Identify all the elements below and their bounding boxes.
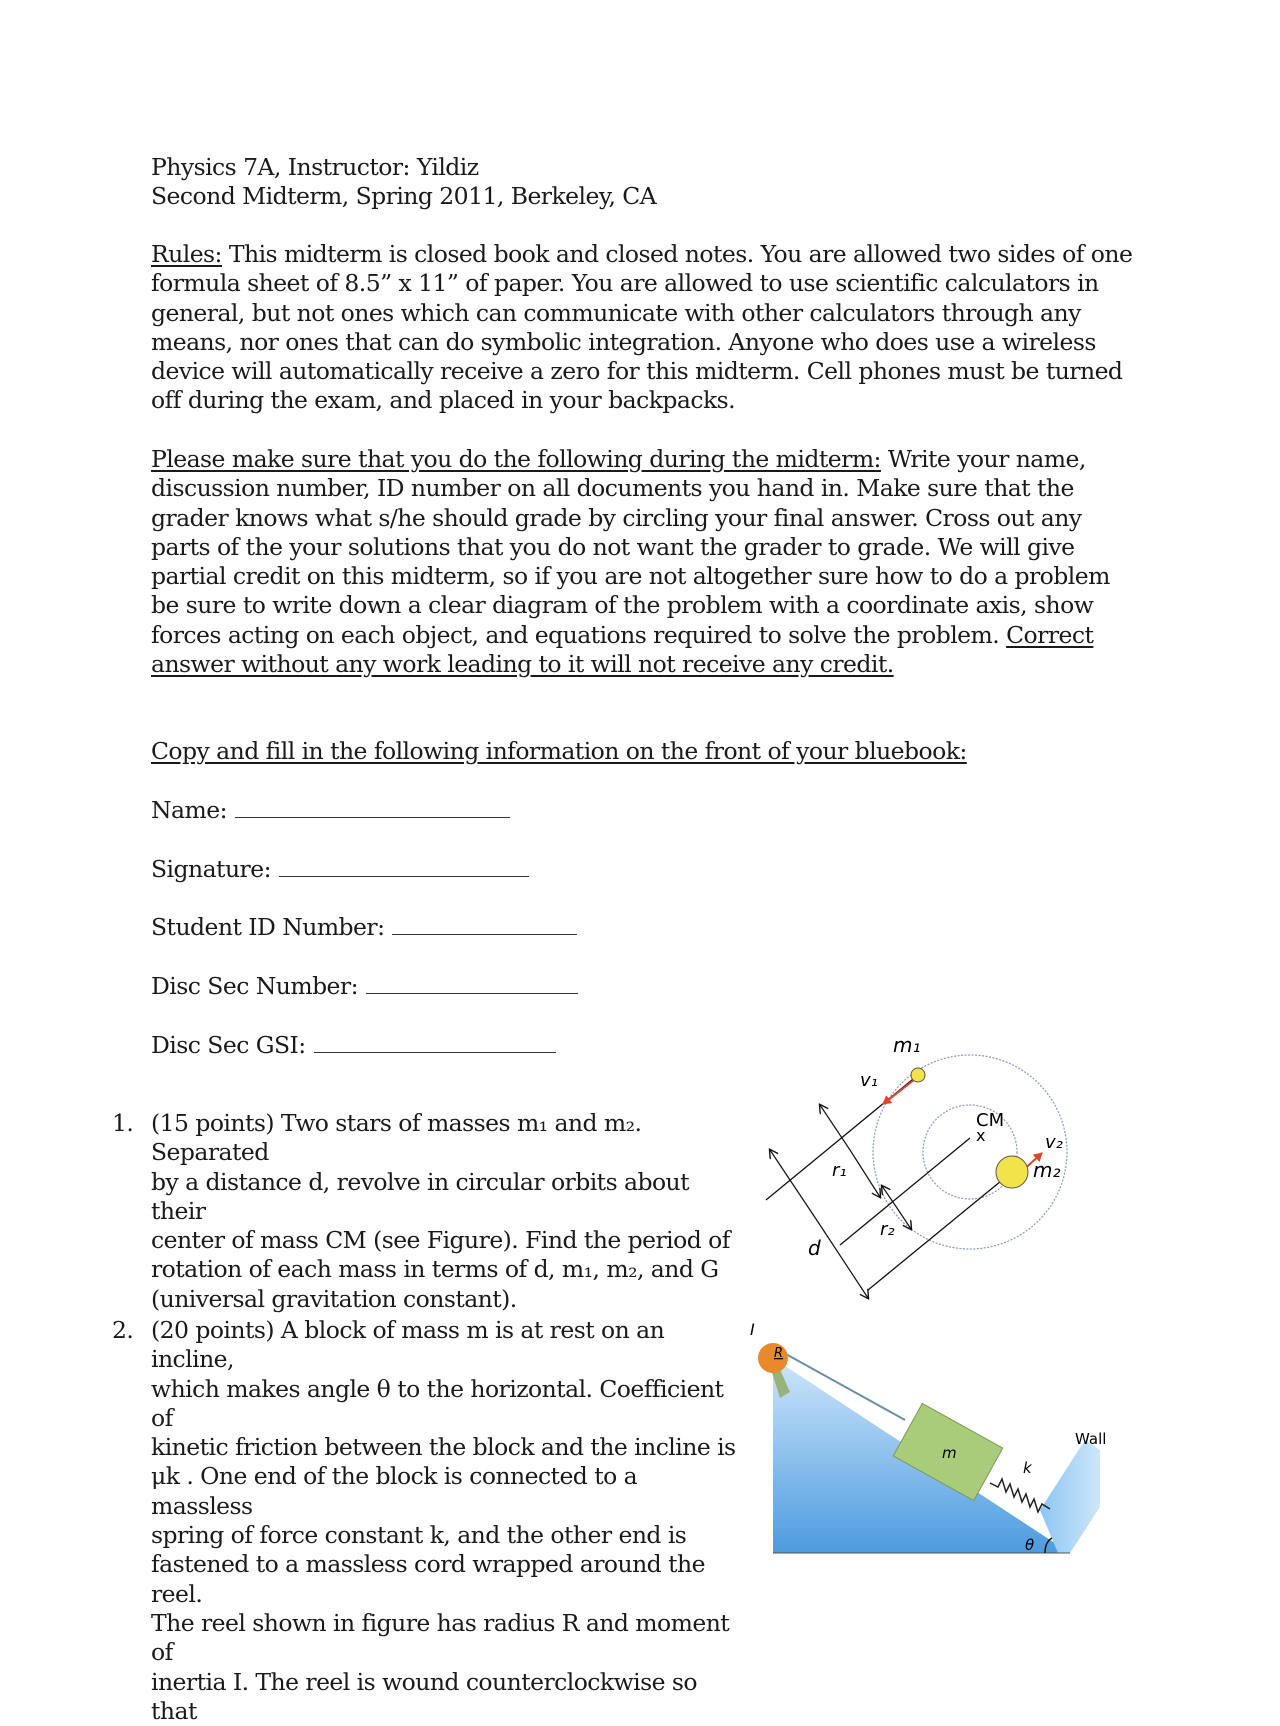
question-2-line: inertia I. The reel is wound counterclockwise so that — [151, 1667, 698, 1725]
question-1-line: (universal gravitation constant). — [151, 1284, 517, 1313]
rules-label: Rules: — [151, 240, 222, 268]
cm-line — [840, 1138, 970, 1245]
question-2-line: kinetic friction between the block and the incline is — [151, 1433, 736, 1462]
question-2-line: The reel shown in figure has radius R and moment of — [151, 1608, 730, 1667]
disc-sec-gsi-blank — [314, 1036, 556, 1053]
rules-paragraph — [151, 240, 1136, 416]
form-heading-text: Copy and fill in the following information on the front of your bluebook: — [151, 737, 967, 765]
question-2-line: which makes angle θ to the horizontal. Coefficient of — [151, 1374, 724, 1432]
reel — [758, 1343, 788, 1373]
label-wall: Wall — [1075, 1430, 1107, 1448]
question-1-line: rotation of each mass in terms of d, m₁, m₂, and G — [151, 1255, 719, 1284]
name-blank — [235, 801, 510, 818]
question-2-line: fastened to a massless cord wrapped around the reel. — [151, 1550, 705, 1608]
instructions-text: Write your name, discussion number, ID number on all documents you hand in. Make sure that the grader knows what s/he should grade by circling your final answer. Cross out any parts of the your solutions that you do not want the grader to grade. We will give partial credit on this midterm, so if you are not altogether sure how to do a problem be sure to write down a clear diagram of the problem with a coordinate axis, show forces acting on each object, and equations required to solve the problem. — [151, 445, 1110, 649]
cm-marker: x — [976, 1126, 986, 1145]
block-mass-label: m — [942, 1444, 957, 1462]
label-angle: θ — [1025, 1536, 1035, 1554]
rules-text: This midterm is closed book and closed notes. You are allowed two sides of one formula sheet of 8.5” x 11” of paper. You are allowed to use scientific calculators in general, but not ones which can communicate with other calculators through any means, nor ones that can do symbolic integration. Anyone who does use a wireless device will automatically receive a zero for this midterm. Cell phones must be turned off during the exam, and placed in your backpacks. — [151, 240, 1133, 415]
incline-figure — [740, 1320, 1130, 1570]
label-r1: r₁ — [832, 1160, 847, 1181]
d-dimension-arrow — [820, 1225, 868, 1298]
course-title: Physics 7A, Instructor: Yildiz — [151, 153, 479, 181]
star-m1 — [911, 1068, 925, 1082]
instructions-label: Please make sure that you do the following during the midterm: — [151, 445, 881, 473]
instructions-warning: Correct answer without any work leading to it will not receive any credit. — [151, 620, 1094, 679]
instructions-paragraph — [151, 445, 1136, 679]
field-name-label: Name: — [151, 796, 227, 824]
label-reel-R: R — [774, 1346, 784, 1361]
wall — [1040, 1440, 1100, 1553]
signature-blank — [279, 860, 529, 877]
question-1-number: 1. — [112, 1109, 134, 1137]
label-reel-I: I — [750, 1320, 755, 1339]
question-2-number: 2. — [112, 1316, 134, 1344]
field-student-id-label: Student ID Number: — [151, 913, 385, 941]
field-disc-sec-number-label: Disc Sec Number: — [151, 972, 358, 1000]
label-cm: CM — [976, 1110, 1005, 1131]
field-name — [151, 796, 510, 825]
star-m2 — [996, 1156, 1028, 1188]
field-disc-sec-number — [151, 972, 578, 1001]
question-1-line: (15 points) Two stars of masses m₁ and m₂. Separated — [151, 1109, 642, 1167]
question-1-line: center of mass CM (see Figure). Find the period of — [151, 1226, 730, 1255]
v1-arrow — [883, 1080, 914, 1104]
label-r2: r₂ — [880, 1219, 895, 1240]
question-1-line: by a distance d, revolve in circular orbits about their — [151, 1167, 690, 1225]
outer-orbit — [873, 1055, 1067, 1249]
r2-dimension-arrow — [882, 1186, 895, 1205]
field-signature — [151, 855, 529, 884]
question-2-line: (20 points) A block of mass m is at rest on an incline, — [151, 1316, 665, 1374]
question-2-line: μk . One end of the block is connected to a massless — [151, 1462, 638, 1520]
disc-sec-number-blank — [366, 977, 578, 994]
binary-star-figure — [750, 1020, 1110, 1320]
question-2-text — [151, 1316, 740, 1726]
form-heading — [151, 737, 967, 766]
field-disc-sec-gsi-label: Disc Sec GSI: — [151, 1031, 306, 1059]
label-v2: v₂ — [1045, 1132, 1063, 1153]
field-disc-sec-gsi — [151, 1031, 556, 1060]
r2-dimension-arrow — [895, 1205, 911, 1229]
r1-dimension-arrow — [850, 1150, 880, 1197]
label-d: d — [808, 1236, 821, 1260]
exam-title: Second Midterm, Spring 2011, Berkeley, CA — [151, 182, 657, 211]
question-2-line: spring of force constant k, and the other end is — [151, 1521, 687, 1550]
student-id-blank — [392, 918, 577, 935]
field-student-id — [151, 913, 577, 942]
label-m2: m₂ — [1033, 1158, 1061, 1182]
course-header — [151, 153, 656, 212]
label-spring-k: k — [1023, 1459, 1032, 1477]
field-signature-label: Signature: — [151, 855, 271, 883]
label-v1: v₁ — [860, 1070, 878, 1091]
question-1-text — [151, 1109, 740, 1314]
label-m1: m₁ — [893, 1033, 921, 1057]
